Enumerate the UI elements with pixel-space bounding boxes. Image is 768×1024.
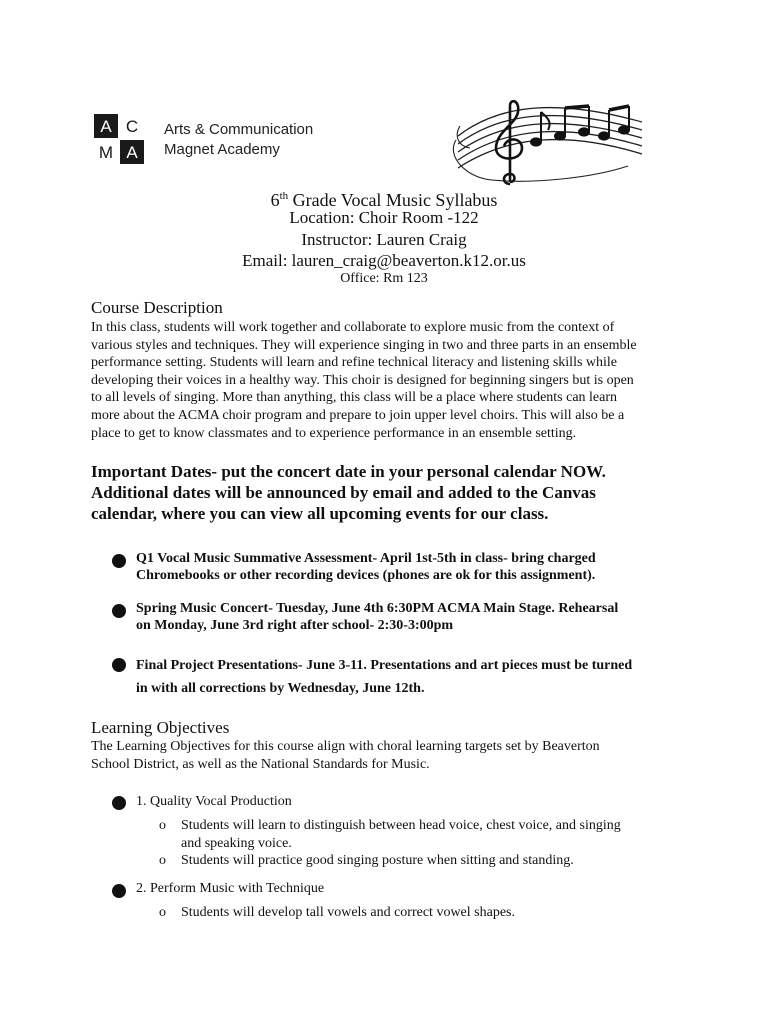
logo-letter: A (94, 114, 118, 138)
paragraph-line: In this class, students will work together and collaborate to explore music from the context of (91, 320, 615, 335)
paragraph-line: School District, as well as the National Standards for Music. (91, 756, 430, 772)
sub-bullet-icon: o (159, 905, 166, 920)
title-superscript: th (279, 190, 289, 202)
important-dates-heading (91, 461, 606, 524)
instructor-line: Instructor: Lauren Craig (301, 230, 467, 249)
logo-letter-grid (94, 114, 146, 166)
important-heading-line: Important Dates- put the concert date in your personal calendar NOW. (91, 462, 606, 481)
bullet-icon (112, 884, 126, 898)
important-heading-line: Additional dates will be announced by email and added to the Canvas (91, 483, 596, 502)
bullet-icon (112, 796, 126, 810)
important-date-item (136, 654, 632, 700)
logo-school-name (164, 120, 313, 160)
title-text: Grade Vocal Music Syllabus (288, 190, 498, 210)
learning-objectives-intro (91, 738, 687, 773)
item-line: in with all corrections by Wednesday, June 12th. (136, 681, 425, 696)
objective-subitem (181, 817, 621, 852)
learning-objectives-heading: Learning Objectives (91, 718, 230, 737)
important-heading-line: calendar, where you can view all upcoming events for our class. (91, 504, 549, 523)
course-description-paragraph (91, 319, 687, 442)
paragraph-line: developing their voices in a healthy way. This choir is designed for beginning singers but is open (91, 372, 634, 388)
subitem-line: and speaking voice. (181, 835, 292, 851)
paragraph-line: The Learning Objectives for this course align with choral learning targets set by Beaverton (91, 739, 600, 754)
subitem-line: Students will practice good singing posture when sitting and standing. (181, 853, 574, 868)
item-line: Spring Music Concert- Tuesday, June 4th 6:30PM ACMA Main Stage. Rehearsal (136, 601, 619, 616)
location-line: Location: Choir Room -122 (289, 208, 479, 227)
logo-name-line: Arts & Communication (164, 121, 314, 138)
paragraph-line: various styles and techniques. They will experience singing in two and three parts in an ensemble (91, 337, 637, 353)
objective-item: 2. Perform Music with Technique (136, 881, 325, 896)
logo-letter: M (98, 142, 114, 162)
item-line: on Monday, June 3rd right after school- 2:30-3:00pm (136, 618, 454, 633)
bullet-icon (112, 658, 126, 672)
course-description-heading: Course Description (91, 298, 223, 317)
subitem-line: Students will develop tall vowels and correct vowel shapes. (181, 905, 515, 920)
sub-bullet-icon: o (159, 818, 166, 833)
title-number: 6 (270, 190, 280, 210)
bullet-icon (112, 554, 126, 568)
item-line: Chromebooks or other recording devices (phones are ok for this assignment). (136, 568, 596, 583)
logo-letter: C (125, 116, 139, 136)
subitem-line: Students will learn to distinguish between head voice, chest voice, and singing (181, 818, 621, 833)
item-line: Q1 Vocal Music Summative Assessment- April 1st-5th in class- bring charged (136, 551, 596, 566)
office-line: Office: Rm 123 (340, 271, 428, 286)
paragraph-line: to all levels of singing. More than anything, this class will be a place where students can learn (91, 390, 618, 406)
logo-name-line: Magnet Academy (164, 141, 280, 158)
important-date-item (136, 550, 596, 584)
objective-subitem (181, 852, 574, 870)
paragraph-line: more about the ACMA choir program and prepare to join upper level choirs. This will also be a (91, 407, 625, 423)
bullet-icon (112, 604, 126, 618)
music-notes-staff-icon (452, 96, 648, 188)
logo-letter: A (120, 140, 144, 164)
sub-bullet-icon: o (159, 853, 166, 868)
item-line: Final Project Presentations- June 3-11. Presentations and art pieces must be turned (136, 658, 633, 673)
email-line: Email: lauren_craig@beaverton.k12.or.us (242, 251, 526, 270)
paragraph-line: place to get to know classmates and to experience performance in an ensemble setting. (91, 425, 577, 441)
paragraph-line: performance setting. Students will learn and refine technical literacy and listening skills while (91, 355, 618, 371)
objective-item: 1. Quality Vocal Production (136, 794, 292, 809)
objective-subitem (181, 904, 515, 922)
important-date-item (136, 600, 618, 634)
